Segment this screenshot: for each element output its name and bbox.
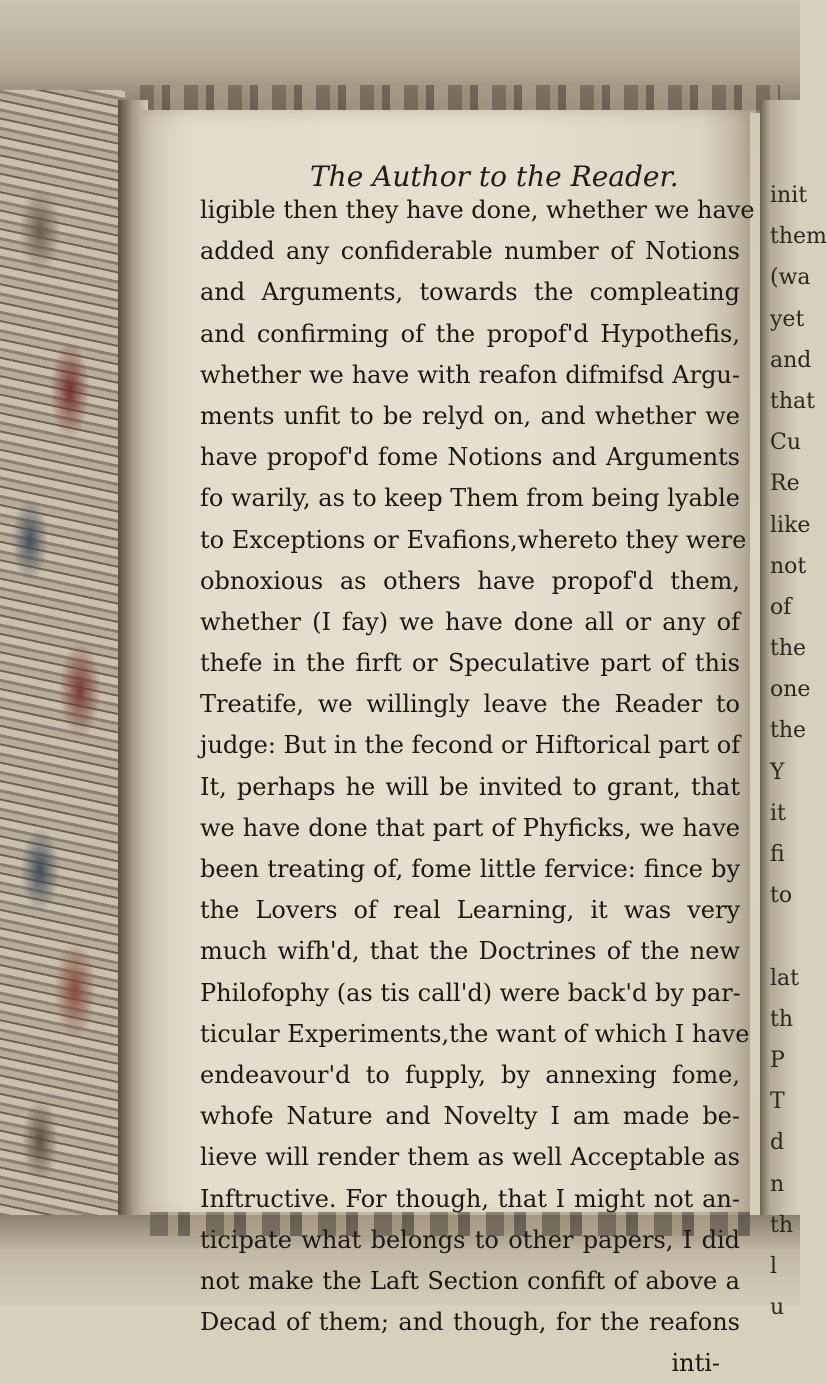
facing-fragment: P — [770, 1047, 785, 1073]
text-line: ments unfit to be relyd on, and whether we — [200, 401, 740, 430]
text-line: and confirming of the propof'd Hypothefis, — [200, 319, 740, 348]
text-line: to Exceptions or Evafions,whereto they were — [200, 525, 747, 554]
text-line: whether we have with reafon difmifsd Argu- — [200, 360, 740, 389]
facing-fragment: Cu — [770, 430, 802, 456]
marbled-edge-top — [140, 85, 780, 113]
facing-fragment: th — [770, 1006, 794, 1032]
facing-fragment: init — [770, 183, 808, 208]
text-line: and Arguments, towards the compleating — [200, 278, 740, 307]
facing-fragment: Y — [770, 759, 785, 785]
running-head: The Author to the Reader. — [310, 160, 679, 193]
facing-fragment: not — [770, 553, 807, 579]
facing-fragment: T — [770, 1089, 785, 1115]
facing-fragment: one — [770, 677, 811, 703]
facing-fragment: to — [770, 883, 793, 909]
text-line: Treatife, we willingly leave the Reader to — [200, 690, 740, 719]
facing-fragment: th — [770, 1212, 794, 1238]
facing-fragment: n — [770, 1171, 785, 1197]
facing-page-text — [770, 175, 827, 1328]
facing-fragment: lat — [770, 965, 799, 991]
text-line: we have done that part of Phyficks, we have — [200, 813, 740, 842]
marbled-endpaper — [0, 90, 125, 1240]
text-line: fo warily, as to keep Them from being lyable — [200, 484, 740, 513]
text-line: obnoxious as others have propof'd them, — [200, 566, 740, 595]
facing-fragment: it — [770, 800, 786, 826]
text-line: endeavour'd to fupply, by annexing fome, — [200, 1060, 740, 1089]
text-line: ligible then they have done, whether we have — [200, 196, 755, 224]
facing-fragment: of — [770, 594, 792, 620]
text-line: ticular Experiments,the want of which I have — [200, 1019, 750, 1048]
facing-fragment: the — [770, 636, 807, 662]
text-line: lieve will render them as well Acceptable as — [200, 1143, 740, 1172]
facing-fragment: d — [770, 1130, 785, 1156]
facing-fragment: like — [770, 512, 811, 538]
facing-fragment — [770, 916, 800, 957]
text-line: whether (I fay) we have done all or any of — [200, 607, 740, 636]
text-line: the Lovers of real Learning, it was very — [200, 896, 740, 925]
text-line: have propof'd fome Notions and Arguments — [200, 443, 740, 472]
facing-fragment: yet — [770, 306, 805, 332]
facing-fragment: and — [770, 347, 812, 373]
facing-fragment: that — [770, 388, 815, 414]
text-line: judge: But in the fecond or Hiftorical part of — [200, 731, 741, 760]
text-line: Philofophy (as tis call'd) were back'd by par- — [200, 978, 741, 1007]
text-line: thefe in the firft or Speculative part of this — [200, 649, 740, 678]
text-line: much wifh'd, that the Doctrines of the new — [200, 937, 740, 966]
facing-fragment: (wa — [770, 265, 811, 291]
facing-fragment: l — [770, 1253, 778, 1279]
text-line: ticipate what belongs to other papers, I did — [200, 1225, 740, 1254]
text-line: not make the Laft Section confift of above a — [200, 1266, 740, 1295]
facing-fragment: Re — [770, 471, 800, 497]
facing-fragment: them — [770, 224, 827, 250]
text-line: It, perhaps he will be invited to grant, that — [200, 772, 740, 801]
facing-fragment: the — [770, 718, 807, 744]
text-line: Decad of them; and though, for the reafons — [200, 1308, 740, 1337]
facing-fragment: fi — [770, 842, 785, 867]
page-body-text — [200, 190, 755, 1384]
facing-fragment: u — [770, 1295, 785, 1321]
text-line: been treating of, fome little fervice: fince by — [200, 855, 740, 883]
text-line: whofe Nature and Novelty I am made be- — [200, 1102, 740, 1131]
text-line: Inftructive. For though, that I might not an- — [200, 1184, 740, 1213]
text-line: added any confiderable number of Notions — [200, 237, 740, 266]
catchword: inti- — [671, 1349, 720, 1378]
